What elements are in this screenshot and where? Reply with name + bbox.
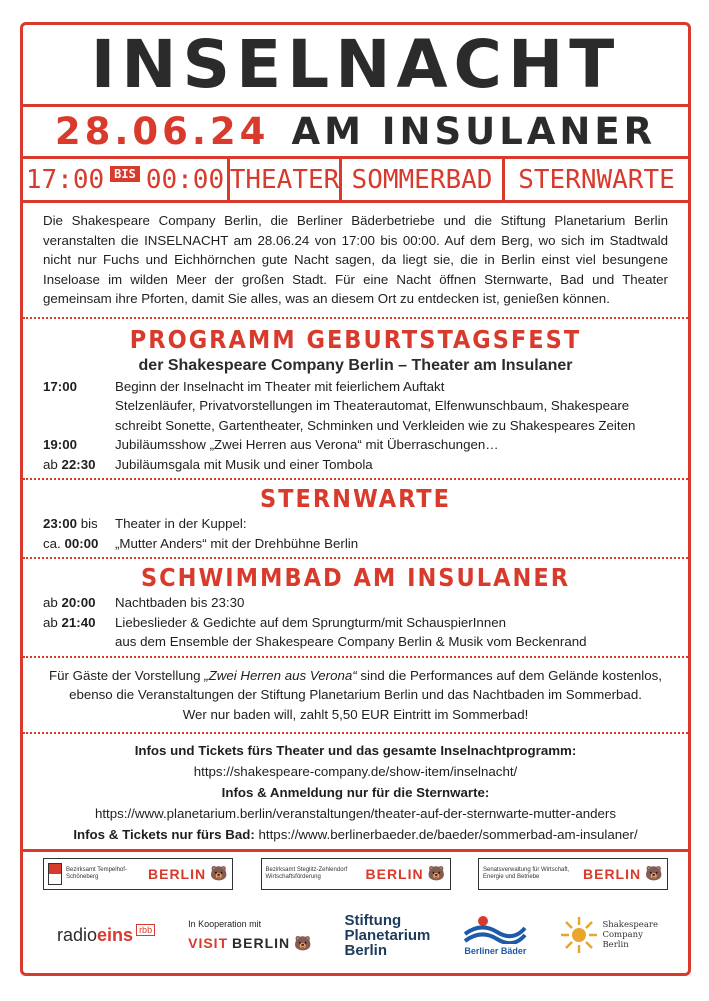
programm-schedule (23, 377, 688, 475)
bis-badge: BIS (110, 166, 140, 182)
schedule-time (43, 632, 115, 652)
programm-subheading: der Shakespeare Company Berlin – Theater am Insulaner (138, 356, 573, 374)
logo-tempelhof-schoeneberg: Bezirksamt Tempelhof-Schöneberg BERLIN 🐻 (43, 858, 233, 890)
venue-sommerbad: SOMMERBAD (342, 159, 505, 200)
start-time: 17:00 (25, 164, 105, 195)
schedule-text: „Mutter Anders“ mit der Drehbühne Berlin (115, 535, 359, 551)
schedule-time: 17:00 (43, 378, 78, 394)
logo-radioeins: radioeins $^{rbb}$ (57, 925, 155, 946)
guest-info: Für Gäste der Vorstellung „Zwei Herren aus Verona“ sind die Performances auf dem Gelände kostenlos, ebenso die Veranstaltungen der Stiftung Planetarium Berlin und das Nachtbaden im Sommerbad. Wer nur baden will, zahlt 5,50 EUR Eintritt im Sommerbad! (23, 658, 688, 735)
date-line (23, 107, 688, 159)
venue-theater: THEATER (230, 159, 342, 200)
bath-price-note: Wer nur baden will, zahlt 5,50 EUR Eintritt im Sommerbad! (182, 706, 529, 722)
berlin-bear-icon: 🐻 (645, 865, 663, 881)
logo-senatsverwaltung: Senatsverwaltung für Wirtschaft, Energie und Betriebe BERLIN 🐻 (478, 858, 668, 890)
schedule-text: Beginn der Inselnacht im Theater mit feierlichem Auftakt (115, 378, 445, 394)
schedule-text: aus dem Ensemble der Shakespeare Company Berlin & Musik vom Beckenrand (115, 634, 587, 649)
ticket-infos (23, 734, 688, 849)
logo-steglitz-zehlendorf: Bezirksamt Steglitz-Zehlendorf Wirtschaftsförderung BERLIN 🐻 (261, 858, 451, 890)
theater-info-label: Infos und Tickets fürs Theater und das gesamte Inselnachtprogramm: (134, 743, 577, 758)
programm-section (23, 319, 688, 481)
sternwarte-link[interactable]: https://www.planetarium.berlin/veranstaltungen/theater-auf-der-sternwarte-mutter-anders (94, 806, 617, 821)
schedule-time: 23:00 bis (43, 516, 98, 531)
schedule-row (43, 377, 668, 397)
schedule-row (43, 632, 668, 652)
schedule-time: ab 20:00 (43, 595, 96, 610)
end-time: 00:00 (145, 164, 225, 195)
sun-icon (560, 916, 598, 954)
schedule-row (43, 435, 668, 455)
theater-link[interactable]: https://shakespeare-company.de/show-item/inselnacht/ (193, 764, 518, 779)
cooperation-label: In Kooperation mit (188, 918, 262, 929)
schedule-row (43, 455, 668, 475)
sternwarte-info-label: Infos & Anmeldung nur für die Sternwarte: (221, 785, 490, 800)
schedule-text: Nachtbaden bis 23:30 (115, 595, 245, 610)
event-place: AM INSULANER (291, 110, 657, 153)
venue-sternwarte: STERNWARTE (518, 164, 675, 195)
schedule-text: Stelzenläufer, Privatvorstellungen im Theaterautomat, Elfenwunschbaum, Shakespeare schreibt Sonette, Gartentheater, Schminken und Verkleiden wie zu Shakespeares Zeiten (115, 398, 636, 433)
sponsor-row-bottom (23, 895, 688, 975)
schedule-row (43, 396, 668, 435)
show-title: „Zwei Herren aus Verona“ (204, 667, 357, 683)
crest-icon (48, 863, 62, 885)
poster-title: INSELNACHT (23, 25, 688, 107)
venue-bar (23, 159, 688, 203)
schwimmbad-heading: SCHWIMMBAD AM INSULANER (140, 563, 571, 592)
poster-frame (20, 22, 691, 976)
berlin-bear-icon: 🐻 (294, 934, 312, 951)
time-range (23, 159, 230, 200)
logo-visit-berlin: In Kooperation mit VISIT BERLIN 🐻 (188, 918, 312, 951)
sponsor-row-top (23, 849, 688, 895)
wave-icon (463, 914, 527, 944)
schedule-time (43, 396, 115, 435)
bad-info-line (43, 824, 668, 845)
schedule-time: ab 21:40 (43, 614, 96, 630)
berlin-bear-icon: 🐻 (427, 865, 446, 881)
schedule-text: Jubiläumsshow „Zwei Herren aus Verona“ mit Überraschungen… (115, 437, 499, 452)
logo-shakespeare-company: Shakespeare Company Berlin (560, 916, 658, 954)
logo-berliner-baeder: Berliner Bäder (463, 914, 527, 956)
sternwarte-heading: STERNWARTE (259, 484, 452, 513)
bad-link[interactable]: https://www.berlinerbaeder.de/baeder/sommerbad-am-insulaner/ (254, 827, 638, 842)
programm-heading: PROGRAMM GEBURTSTAGSFEST (129, 324, 582, 354)
sternwarte-schedule (23, 514, 688, 553)
schedule-time: 19:00 (43, 437, 78, 452)
schedule-text: Jubiläumsgala mit Musik und einer Tombola (115, 456, 373, 472)
schedule-time: ab 22:30 (43, 456, 96, 472)
logo-planetarium: Stiftung Planetarium Berlin (344, 911, 431, 959)
schedule-time: ca. 00:00 (43, 535, 99, 551)
schedule-row (43, 534, 668, 554)
schwimmbad-section (23, 559, 688, 658)
schedule-row (43, 593, 668, 613)
schwimmbad-schedule (23, 593, 688, 652)
berlin-bear-icon: 🐻 (210, 865, 228, 881)
bad-info-label: Infos & Tickets nur fürs Bad: (73, 827, 255, 842)
sternwarte-section (23, 480, 688, 559)
schedule-row (43, 514, 668, 534)
schedule-row (43, 613, 668, 633)
schedule-text: Liebeslieder & Gedichte auf dem Sprungturm/mit SchauspierInnen (115, 614, 506, 630)
event-date: 28.06.24 (54, 110, 270, 153)
intro-paragraph: Die Shakespeare Company Berlin, die Berliner Bäderbetriebe und die Stiftung Planetarium Berlin veranstalten die INSELNACHT am 28.06.24 von 17:00 bis 00:00. Auf dem Berg, wo sich im Stadtwald nicht nur Fuchs und Eichhörnchen gute Nacht sagen, da liegt sie, die in Berlin einst viel besungene Inseloase im wilden Meer der großen Stadt. Für eine Nacht öffnen Sternwarte, Bad und Theater gemeinsam ihre Pforten, damit Sie alles, was an diesem Ort zu entdecken ist, genießen können. (23, 203, 688, 319)
schedule-text: Theater in der Kuppel: (115, 516, 247, 531)
